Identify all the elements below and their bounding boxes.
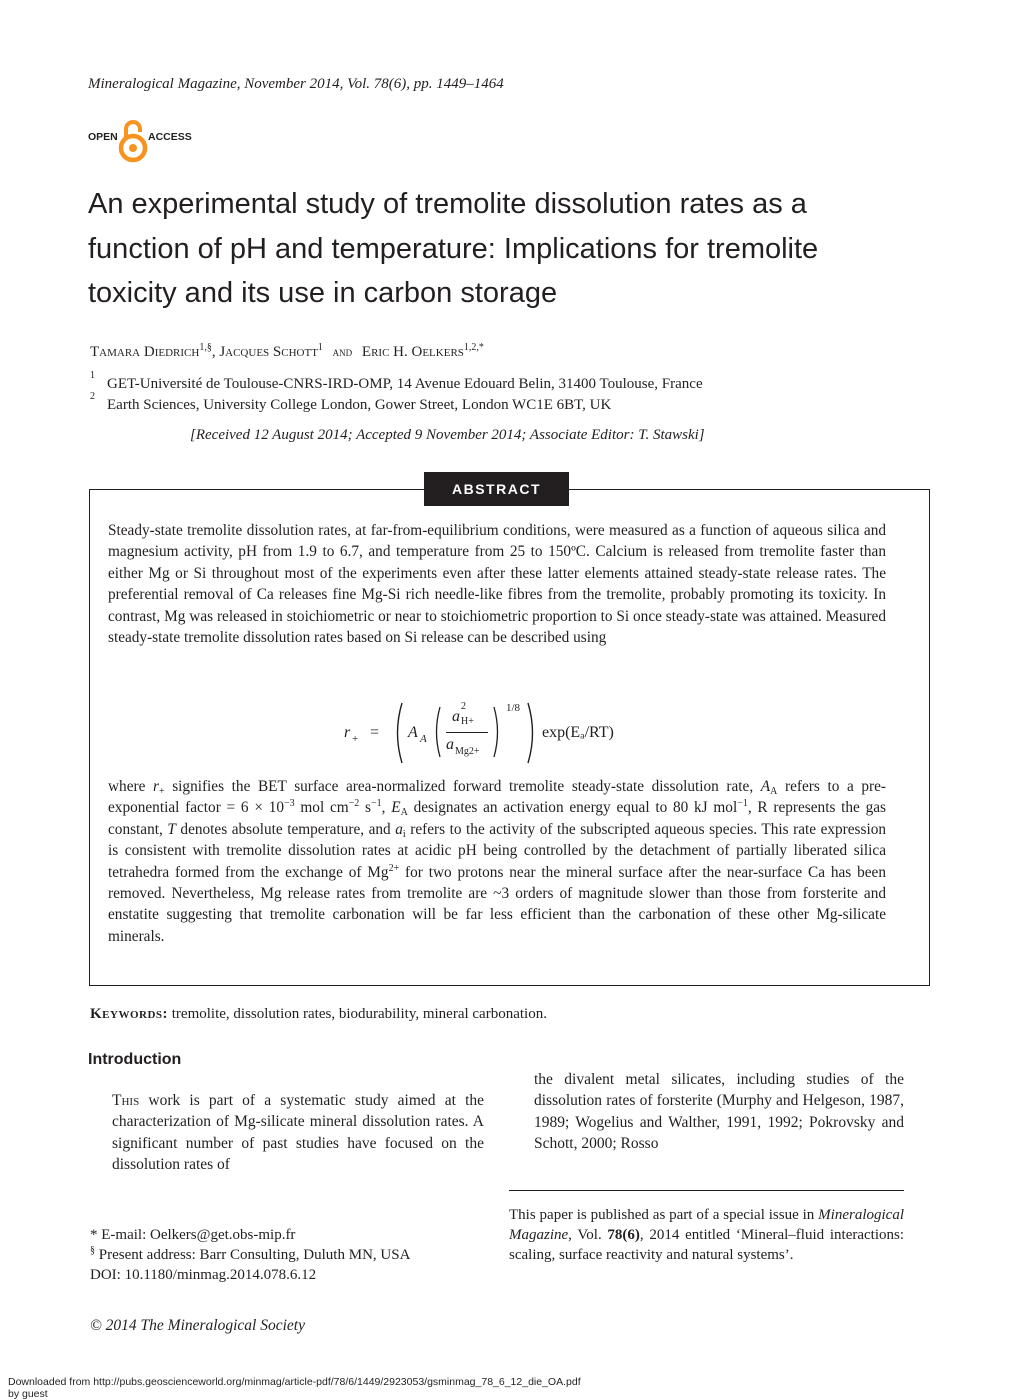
abstract-run: s bbox=[359, 799, 372, 817]
exponent: −2 bbox=[348, 798, 360, 810]
equation-lhs: r bbox=[344, 724, 351, 741]
author-name: Eric H. Oelkers bbox=[361, 344, 464, 360]
energy-symbol: E bbox=[391, 799, 401, 817]
exponent: 2+ bbox=[388, 862, 400, 874]
abstract-run: where bbox=[108, 778, 153, 795]
footnote-mark: § bbox=[90, 1245, 95, 1256]
journal-header: Mineralogical Magazine, November 2014, Vol. 78(6), pp. 1449–1464 bbox=[88, 76, 504, 92]
affiliation-number: 1 bbox=[90, 370, 95, 381]
footnote-special-issue bbox=[509, 1205, 904, 1265]
footnotes-left bbox=[90, 1225, 410, 1285]
intro-left-column bbox=[112, 1090, 484, 1176]
received-dates: [Received 12 August 2014; Accepted 9 November 2014; Associate Editor: T. Stawski] bbox=[190, 427, 705, 443]
author-marks: 1,§ bbox=[199, 342, 212, 353]
article-title bbox=[88, 182, 918, 316]
equation-denominator: a bbox=[446, 736, 454, 753]
author-list bbox=[90, 344, 484, 361]
equation-numerator-sup: 2 bbox=[461, 701, 466, 712]
intro-right-column: the divalent metal silicates, including studies of the dissolution rates of forsterite (Murphy and Helgeson, 1987, 1989; Wogelius and Walther, 1991, 1992; Pokrovsky and Schott, 2000; Rosso bbox=[534, 1071, 904, 1153]
author-marks: 1 bbox=[317, 342, 323, 353]
download-line[interactable]: Downloaded from http://pubs.geoscienceworld.org/minmag/article-pdf/78/6/1449/2923053/gsminmag_78_6_12_die_OA.pdf bbox=[8, 1376, 581, 1388]
activity-symbol: a bbox=[395, 820, 403, 838]
copyright: © 2014 The Mineralogical Society bbox=[90, 1317, 305, 1334]
rate-equation bbox=[108, 700, 886, 768]
footnote-rule bbox=[509, 1190, 904, 1191]
footnote bbox=[90, 1245, 410, 1265]
abstract-run: , bbox=[381, 799, 392, 817]
keywords-label: Keywords: bbox=[90, 1006, 169, 1022]
open-access-logo bbox=[88, 118, 208, 166]
open-access-lock-icon bbox=[117, 118, 149, 164]
footnote bbox=[90, 1265, 410, 1285]
footnote-volume: 78(6) bbox=[607, 1227, 640, 1243]
footnote bbox=[90, 1225, 410, 1245]
abstract-run: for two protons near the mineral surface after the near-surface Ca has been removed. Nevertheless, Mg release rates from tremolite are ~3 orders of magnitude slower than those from forsterite and enstatite suggesting that tremolite carbonation will be far less efficient than the carbonation of these other Mg-silicate minerals. bbox=[108, 863, 886, 945]
footnote-journal: Mineralogical Magazine bbox=[509, 1207, 904, 1243]
abstract-run: signifies the BET surface area-normalized forward tremolite steady-state dissolution rate, bbox=[164, 778, 761, 795]
keywords bbox=[90, 1006, 547, 1023]
open-access-left-label: OPEN bbox=[88, 131, 118, 143]
author-and: and bbox=[332, 344, 353, 359]
intro-left-text: work is part of a systematic study aimed at the characterization of Mg-silicate mineral dissolution rates. A significant number of past studies have focused on the dissolution rates of bbox=[112, 1092, 484, 1174]
abstract-label: ABSTRACT bbox=[424, 472, 569, 506]
equation-numerator: a bbox=[452, 708, 460, 725]
download-notice bbox=[8, 1376, 581, 1400]
author-separator: , bbox=[211, 344, 216, 360]
author-name: Jacques Schott bbox=[219, 344, 318, 360]
temperature-symbol: T bbox=[167, 820, 176, 838]
equation-denominator-sub: Mg2+ bbox=[455, 746, 480, 757]
exponent: −3 bbox=[284, 798, 295, 810]
author-name: Tamara Diedrich bbox=[90, 344, 200, 360]
equation-equals: = bbox=[370, 724, 380, 741]
equation-exp-term: exp(Eₐ/RT) bbox=[542, 724, 614, 741]
open-access-right-label: ACCESS bbox=[148, 131, 192, 143]
author-marks: 1,2,* bbox=[463, 342, 484, 353]
equation-exponent: 1/8 bbox=[506, 702, 521, 714]
title-line: function of pH and temperature: Implications for tremolite bbox=[88, 232, 819, 265]
abstract-text-part2: where $r_+$ signifies the BET surface area-normalized forward tremolite steady-state dissolution rate, $A_A$ refers to a pre-exponential factor = $6 \times 10^{-3}$ mol $cm^{-2}$ $s^{-1}$, $E_A$ designates an activation energy equal to 80 kJ mol$^{-1}$, R represents the gas constant, T denotes absolute temperature, and $a_i$ refers to the activity of the subscripted aqueous species. This rate expression is consistent with tremolite dissolution rates at acidic pH being controlled by the detachment of partially liberated silica tetrahedra formed from the exchange of $Mg^{2+}$ for two protons near the mineral surface after the near-surface Ca has been removed. Nevertheless, Mg release rates from tremolite are ~3 orders of magnitude slower than those from forsterite and enstatite suggesting that tremolite carbonation will be far less efficient than the carbonation of these other Mg-silicate minerals. bbox=[108, 778, 886, 945]
title-line: An experimental study of tremolite dissolution rates as a bbox=[88, 188, 807, 220]
fraction-bar bbox=[446, 732, 488, 733]
footnote-run: This paper is published as part of a special issue in bbox=[509, 1207, 819, 1223]
section-heading: Introduction bbox=[88, 1051, 182, 1068]
rate-symbol: r bbox=[153, 778, 159, 795]
left-outer-paren bbox=[392, 702, 404, 764]
abstract-run: designates an activation energy equal to 80 kJ mol bbox=[407, 799, 738, 817]
abstract-run: , R represents the gas constant, bbox=[108, 799, 886, 838]
download-line: by guest bbox=[8, 1388, 48, 1400]
keywords-text: tremolite, dissolution rates, biodurability, mineral carbonation. bbox=[171, 1006, 547, 1022]
affiliation-text: Earth Sciences, University College London, Gower Street, London WC1E 6BT, UK bbox=[107, 397, 612, 413]
intro-lead-word: This bbox=[112, 1092, 140, 1109]
footnote-run: , 2014 entitled ‘Mineral–fluid interactions: scaling, surface reactivity and natural systems’. bbox=[509, 1227, 905, 1263]
exponent: −1 bbox=[371, 798, 382, 810]
doi-text: DOI: 10.1180/minmag.2014.078.6.12 bbox=[90, 1267, 317, 1283]
left-inner-paren bbox=[432, 706, 442, 758]
affiliation-text: GET-Université de Toulouse-CNRS-IRD-OMP, 14 Avenue Edouard Belin, 31400 Toulouse, France bbox=[107, 376, 703, 392]
abstract-run: refers to the activity of the subscripted aqueous species. This rate expression is consistent with tremolite dissolution rates at acidic pH being controlled by the detachment of partially liberated silica tetrahedra formed from the exchange of Mg bbox=[108, 820, 886, 881]
abstract-run: denotes absolute temperature, and bbox=[175, 820, 396, 838]
right-inner-paren bbox=[492, 706, 502, 758]
right-outer-paren bbox=[526, 702, 538, 764]
equation-prefactor-sub: A bbox=[420, 733, 427, 745]
equation-lhs-sub: + bbox=[352, 733, 359, 745]
equation-numerator-sub: H+ bbox=[461, 716, 474, 727]
prefactor-symbol: A bbox=[760, 778, 771, 795]
abstract-run: mol cm bbox=[294, 799, 349, 817]
footnote-text: E-mail: Oelkers@get.obs-mip.fr bbox=[97, 1227, 296, 1243]
abstract-text-part1: Steady-state tremolite dissolution rates, at far-from-equilibrium conditions, were measured as a function of aqueous silica and magnesium activity, pH from 1.9 to 6.7, and temperature from 25 to 150ºC. Calcium is released from tremolite faster than either Mg or Si throughout most of the experiments even after these latter elements attained steady-state release rates. The preferential removal of Ca releases fine Mg-Si rich needle-like fibres from the tremolite, probably promoting its toxicity. In contrast, Mg was released in stoichiometric or near to stoichiometric proportion to Si once steady-state was attained. Measured steady-state tremolite dissolution rates based on Si release can be described using bbox=[108, 522, 886, 647]
footnote-mark: * bbox=[90, 1227, 98, 1243]
exponent: −1 bbox=[737, 798, 748, 810]
footnote-run: , Vol. bbox=[568, 1227, 608, 1243]
abstract-run: refers to a pre-exponential factor = 6 × 10 bbox=[108, 778, 886, 817]
title-line: toxicity and its use in carbon storage bbox=[88, 277, 558, 309]
affiliation-number: 2 bbox=[90, 391, 95, 402]
equation-prefactor: A bbox=[408, 724, 418, 741]
footnote-text: Present address: Barr Consulting, Duluth MN, USA bbox=[95, 1247, 411, 1263]
